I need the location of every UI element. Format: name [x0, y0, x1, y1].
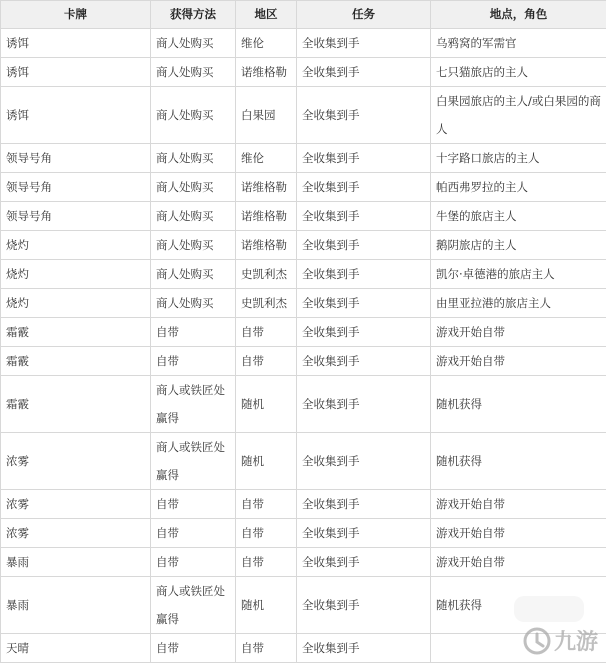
table-row — [1, 433, 606, 490]
cell-card: 烧灼 — [1, 289, 151, 318]
cell-location: 七只猫旅店的主人 — [431, 58, 606, 87]
cell-method: 商人处购买 — [151, 289, 236, 318]
cell-card: 暴雨 — [1, 548, 151, 577]
cell-location: 随机获得 — [431, 376, 606, 433]
cell-quest: 全收集到手 — [297, 433, 431, 490]
table-row — [1, 318, 606, 347]
table-row — [1, 87, 606, 144]
cell-method: 自带 — [151, 318, 236, 347]
cell-region: 自带 — [236, 548, 297, 577]
cell-method: 商人处购买 — [151, 260, 236, 289]
cell-method: 自带 — [151, 519, 236, 548]
cell-card: 浓雾 — [1, 519, 151, 548]
cell-card: 浓雾 — [1, 490, 151, 519]
cell-method: 自带 — [151, 347, 236, 376]
cell-location: 牛堡的旅店主人 — [431, 202, 606, 231]
cell-region: 诺维格勒 — [236, 173, 297, 202]
cell-quest: 全收集到手 — [297, 347, 431, 376]
cell-region: 自带 — [236, 519, 297, 548]
cell-region: 自带 — [236, 490, 297, 519]
watermark-text: 九游 — [554, 625, 598, 656]
table-row — [1, 260, 606, 289]
cell-quest: 全收集到手 — [297, 318, 431, 347]
table-row — [1, 173, 606, 202]
cell-quest: 全收集到手 — [297, 548, 431, 577]
cell-location: 由里亚拉港的旅店主人 — [431, 289, 606, 318]
cell-location: 游戏开始自带 — [431, 519, 606, 548]
cell-region: 维伦 — [236, 29, 297, 58]
watermark-overlay — [514, 596, 584, 622]
cell-location — [431, 634, 606, 663]
cell-method: 自带 — [151, 634, 236, 663]
cell-card: 霜霰 — [1, 318, 151, 347]
cell-region: 随机 — [236, 433, 297, 490]
cell-quest: 全收集到手 — [297, 231, 431, 260]
cell-location: 随机获得 — [431, 577, 606, 634]
cell-method: 商人处购买 — [151, 58, 236, 87]
cell-location: 乌鸦窝的军需官 — [431, 29, 606, 58]
cell-quest: 全收集到手 — [297, 634, 431, 663]
cell-quest: 全收集到手 — [297, 202, 431, 231]
cell-quest: 全收集到手 — [297, 577, 431, 634]
cell-region: 自带 — [236, 634, 297, 663]
cell-method: 商人或铁匠处赢得 — [151, 376, 236, 433]
cell-method: 商人处购买 — [151, 202, 236, 231]
table-row — [1, 376, 606, 433]
cell-region: 自带 — [236, 318, 297, 347]
cell-card: 烧灼 — [1, 260, 151, 289]
table-row — [1, 634, 606, 663]
cell-region: 诺维格勒 — [236, 231, 297, 260]
cell-quest: 全收集到手 — [297, 260, 431, 289]
table-row — [1, 519, 606, 548]
table-header-row — [1, 1, 606, 29]
cell-method: 自带 — [151, 548, 236, 577]
table-row — [1, 347, 606, 376]
cell-card: 浓雾 — [1, 433, 151, 490]
cell-quest: 全收集到手 — [297, 376, 431, 433]
cell-region: 维伦 — [236, 144, 297, 173]
cell-location: 游戏开始自带 — [431, 318, 606, 347]
table-row — [1, 58, 606, 87]
table-row — [1, 289, 606, 318]
cell-region: 史凯利杰 — [236, 260, 297, 289]
cell-region: 白果园 — [236, 87, 297, 144]
table-row — [1, 144, 606, 173]
cell-card: 诱饵 — [1, 58, 151, 87]
header-method: 获得方法 — [151, 1, 236, 29]
cell-method: 自带 — [151, 490, 236, 519]
header-location: 地点，角色 — [431, 1, 606, 29]
cell-quest: 全收集到手 — [297, 289, 431, 318]
cell-method: 商人处购买 — [151, 173, 236, 202]
cell-region: 自带 — [236, 347, 297, 376]
cell-card: 诱饵 — [1, 29, 151, 58]
cell-method: 商人处购买 — [151, 231, 236, 260]
cell-method: 商人处购买 — [151, 144, 236, 173]
cell-location: 凯尔·卓德港的旅店主人 — [431, 260, 606, 289]
cell-region: 诺维格勒 — [236, 202, 297, 231]
cell-card: 霜霰 — [1, 376, 151, 433]
cell-region: 随机 — [236, 376, 297, 433]
cell-card: 领导号角 — [1, 202, 151, 231]
cell-method: 商人或铁匠处赢得 — [151, 433, 236, 490]
cell-location: 随机获得 — [431, 433, 606, 490]
cell-quest: 全收集到手 — [297, 173, 431, 202]
cell-method: 商人处购买 — [151, 29, 236, 58]
cell-quest: 全收集到手 — [297, 144, 431, 173]
cell-quest: 全收集到手 — [297, 29, 431, 58]
cell-method: 商人处购买 — [151, 87, 236, 144]
cell-quest: 全收集到手 — [297, 519, 431, 548]
cell-quest: 全收集到手 — [297, 490, 431, 519]
cell-card: 暴雨 — [1, 577, 151, 634]
cell-location: 游戏开始自带 — [431, 490, 606, 519]
header-card: 卡牌 — [1, 1, 151, 29]
cell-card: 诱饵 — [1, 87, 151, 144]
cell-region: 诺维格勒 — [236, 58, 297, 87]
table-row — [1, 490, 606, 519]
cell-location: 白果园旅店的主人/或白果园的商人 — [431, 87, 606, 144]
cell-region: 史凯利杰 — [236, 289, 297, 318]
cell-card: 天晴 — [1, 634, 151, 663]
table-row — [1, 548, 606, 577]
cell-quest: 全收集到手 — [297, 87, 431, 144]
header-quest: 任务 — [297, 1, 431, 29]
cell-location: 游戏开始自带 — [431, 347, 606, 376]
table-row — [1, 29, 606, 58]
cell-card: 烧灼 — [1, 231, 151, 260]
cell-quest: 全收集到手 — [297, 58, 431, 87]
cell-region: 随机 — [236, 577, 297, 634]
cell-method: 商人或铁匠处赢得 — [151, 577, 236, 634]
cell-location: 鹅阴旅店的主人 — [431, 231, 606, 260]
header-region: 地区 — [236, 1, 297, 29]
cell-card: 霜霰 — [1, 347, 151, 376]
cell-card: 领导号角 — [1, 173, 151, 202]
table-row — [1, 231, 606, 260]
cell-location: 十字路口旅店的主人 — [431, 144, 606, 173]
cell-location: 游戏开始自带 — [431, 548, 606, 577]
cell-card: 领导号角 — [1, 144, 151, 173]
table-row — [1, 202, 606, 231]
cell-location: 帕西弗罗拉的主人 — [431, 173, 606, 202]
